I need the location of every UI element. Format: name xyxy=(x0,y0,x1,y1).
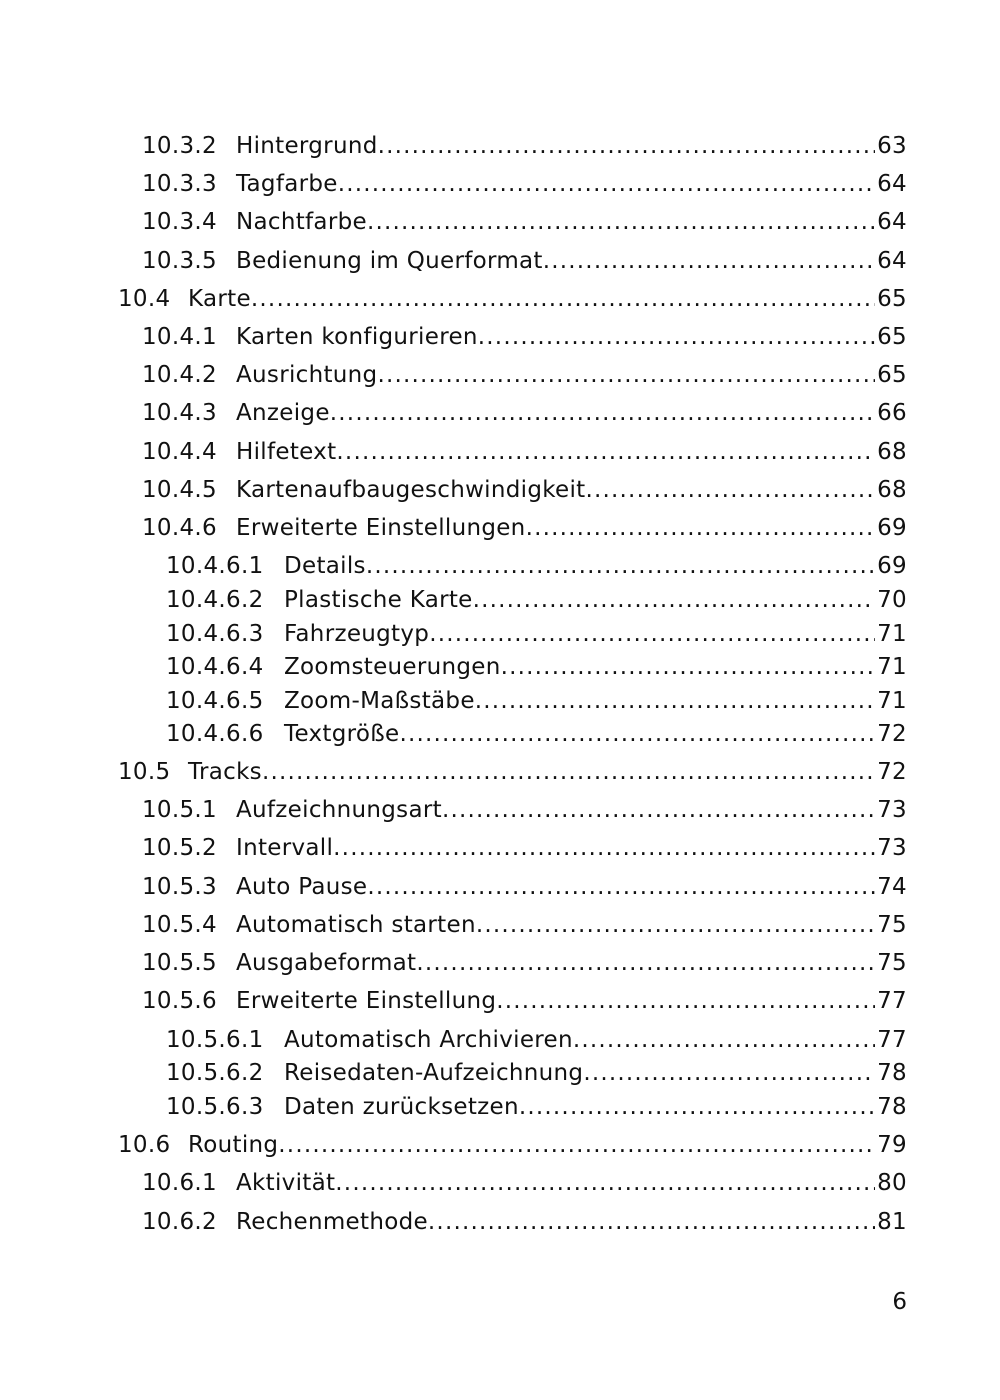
toc-entry-number: 10.4.6 xyxy=(142,515,217,541)
toc-entry xyxy=(166,619,907,649)
toc-entry-page: 69 xyxy=(877,515,907,541)
toc-entry-page: 79 xyxy=(877,1132,907,1158)
toc-entry-title: Bedienung im Querformat xyxy=(236,248,543,274)
toc-entry-number: 10.3.2 xyxy=(142,133,217,159)
toc-entry xyxy=(166,686,907,716)
toc-entry-title: Ausrichtung xyxy=(236,362,378,388)
toc-entry xyxy=(142,207,907,237)
toc-entry-number: 10.4.6.1 xyxy=(166,553,264,579)
toc-entry-page: 63 xyxy=(877,133,907,159)
toc-entry-number: 10.5.6.1 xyxy=(166,1027,264,1053)
toc-entry-number: 10.3.4 xyxy=(142,209,217,235)
toc-entry xyxy=(166,1092,907,1122)
toc-entry-title: Tagfarbe xyxy=(236,171,338,197)
toc-entry xyxy=(118,1130,907,1160)
toc-entry-number: 10.4.6.6 xyxy=(166,721,264,747)
toc-entry xyxy=(166,1058,907,1088)
toc-entry xyxy=(118,284,907,314)
toc-entry-number: 10.5.6.2 xyxy=(166,1060,264,1086)
toc-entry xyxy=(142,986,907,1016)
dot-leader xyxy=(519,1092,875,1122)
toc-entry xyxy=(166,719,907,749)
dot-leader xyxy=(475,686,875,716)
dot-leader xyxy=(399,719,875,749)
toc-entry-number: 10.3.5 xyxy=(142,248,217,274)
toc-entry-title: Erweiterte Einstellung xyxy=(236,988,497,1014)
toc-entry-title: Zoomsteuerungen xyxy=(284,654,501,680)
toc-entry-page: 65 xyxy=(877,362,907,388)
toc-entry-title: Plastische Karte xyxy=(284,587,473,613)
toc-entry xyxy=(166,551,907,581)
toc-entry-number: 10.4 xyxy=(118,286,171,312)
toc-entry-page: 78 xyxy=(877,1060,907,1086)
toc-entry-number: 10.6.1 xyxy=(142,1170,217,1196)
dot-leader xyxy=(496,986,875,1016)
toc-entry xyxy=(142,1207,907,1237)
dot-leader xyxy=(429,619,875,649)
toc-entry xyxy=(118,757,907,787)
toc-entry-page: 66 xyxy=(877,400,907,426)
toc-entry xyxy=(142,169,907,199)
dot-leader xyxy=(416,948,875,978)
toc-entry-number: 10.5.2 xyxy=(142,835,217,861)
toc-entry xyxy=(166,585,907,615)
toc-entry xyxy=(142,872,907,902)
toc-entry xyxy=(166,652,907,682)
toc-entry-page: 68 xyxy=(877,439,907,465)
toc-entry-title: Anzeige xyxy=(236,400,330,426)
toc-entry-page: 73 xyxy=(877,797,907,823)
dot-leader xyxy=(278,1130,875,1160)
toc-entry-title: Reisedaten-Aufzeichnung xyxy=(284,1060,584,1086)
toc-entry-page: 78 xyxy=(877,1094,907,1120)
dot-leader xyxy=(583,1058,875,1088)
toc-entry xyxy=(142,910,907,940)
toc-entry-page: 70 xyxy=(877,587,907,613)
toc-entry xyxy=(142,322,907,352)
toc-entry xyxy=(142,795,907,825)
dot-leader xyxy=(478,322,875,352)
toc-entry-number: 10.4.6.5 xyxy=(166,688,264,714)
toc-entry-title: Ausgabeformat xyxy=(236,950,417,976)
toc-entry-title: Hilfetext xyxy=(236,439,337,465)
toc-entry-page: 64 xyxy=(877,248,907,274)
toc-entry-number: 10.4.3 xyxy=(142,400,217,426)
toc-entry-title: Daten zurücksetzen xyxy=(284,1094,519,1120)
toc-entry-page: 71 xyxy=(877,621,907,647)
toc-entry-title: Erweiterte Einstellungen xyxy=(236,515,526,541)
dot-leader xyxy=(378,131,876,161)
dot-leader xyxy=(573,1025,875,1055)
toc-entry-title: Aktivität xyxy=(236,1170,336,1196)
toc-entry-title: Zoom-Maßstäbe xyxy=(284,688,475,714)
toc-entry xyxy=(166,1025,907,1055)
toc-entry-page: 68 xyxy=(877,477,907,503)
toc-entry-number: 10.6.2 xyxy=(142,1209,217,1235)
toc-entry-page: 71 xyxy=(877,654,907,680)
toc-entry-page: 74 xyxy=(877,874,907,900)
toc-entry xyxy=(142,398,907,428)
page-number: 6 xyxy=(892,1289,907,1315)
dot-leader xyxy=(333,833,875,863)
toc-entry-number: 10.5.1 xyxy=(142,797,217,823)
toc-entry-title: Textgröße xyxy=(284,721,400,747)
dot-leader xyxy=(428,1207,875,1237)
toc-entry-number: 10.4.1 xyxy=(142,324,217,350)
toc-entry-number: 10.4.4 xyxy=(142,439,217,465)
toc-entry-number: 10.4.6.3 xyxy=(166,621,264,647)
toc-entry-number: 10.6 xyxy=(118,1132,171,1158)
toc-entry-number: 10.5.6.3 xyxy=(166,1094,264,1120)
toc-entry-page: 72 xyxy=(877,721,907,747)
dot-leader xyxy=(330,398,875,428)
dot-leader xyxy=(543,246,875,276)
dot-leader xyxy=(367,207,875,237)
toc-entry xyxy=(142,948,907,978)
toc-entry-number: 10.4.6.2 xyxy=(166,587,264,613)
toc-entry-title: Aufzeichnungsart xyxy=(236,797,442,823)
toc-entry-title: Kartenaufbaugeschwindigkeit xyxy=(236,477,586,503)
toc-entry-page: 65 xyxy=(877,324,907,350)
toc-entry-page: 64 xyxy=(877,171,907,197)
toc-entry-page: 77 xyxy=(877,1027,907,1053)
toc-entry-page: 73 xyxy=(877,835,907,861)
toc-entry-number: 10.4.2 xyxy=(142,362,217,388)
dot-leader xyxy=(526,513,876,543)
dot-leader xyxy=(367,872,875,902)
toc-entry-number: 10.4.6.4 xyxy=(166,654,264,680)
toc-entry-title: Tracks xyxy=(188,759,262,785)
toc-entry xyxy=(142,833,907,863)
toc-entry-number: 10.3.3 xyxy=(142,171,217,197)
toc-entry-number: 10.5.5 xyxy=(142,950,217,976)
toc-entry-number: 10.5.6 xyxy=(142,988,217,1014)
dot-leader xyxy=(335,1168,875,1198)
toc-entry-page: 64 xyxy=(877,209,907,235)
toc-entry-page: 65 xyxy=(877,286,907,312)
toc-entry-title: Fahrzeugtyp xyxy=(284,621,430,647)
toc-entry-page: 69 xyxy=(877,553,907,579)
toc-entry-title: Karte xyxy=(188,286,251,312)
dot-leader xyxy=(366,551,875,581)
toc-entry-page: 77 xyxy=(877,988,907,1014)
toc-entry-page: 75 xyxy=(877,912,907,938)
toc-entry-page: 71 xyxy=(877,688,907,714)
toc-entry-page: 72 xyxy=(877,759,907,785)
toc-entry-title: Karten konfigurieren xyxy=(236,324,478,350)
dot-leader xyxy=(442,795,875,825)
dot-leader xyxy=(338,169,875,199)
toc-entry-number: 10.5 xyxy=(118,759,171,785)
toc-entry-title: Automatisch starten xyxy=(236,912,476,938)
toc-entry-title: Details xyxy=(284,553,366,579)
toc-entry xyxy=(142,1168,907,1198)
toc-entry-page: 75 xyxy=(877,950,907,976)
dot-leader xyxy=(251,284,875,314)
dot-leader xyxy=(262,757,875,787)
toc-entry-title: Rechenmethode xyxy=(236,1209,428,1235)
toc-entry-number: 10.4.5 xyxy=(142,477,217,503)
dot-leader xyxy=(586,475,876,505)
toc-entry xyxy=(142,360,907,390)
dot-leader xyxy=(501,652,876,682)
toc-entry-title: Hintergrund xyxy=(236,133,378,159)
toc-entry-title: Intervall xyxy=(236,835,334,861)
toc-entry xyxy=(142,131,907,161)
dot-leader xyxy=(377,360,875,390)
toc-entry xyxy=(142,246,907,276)
toc-entry-title: Nachtfarbe xyxy=(236,209,367,235)
toc-entry-page: 80 xyxy=(877,1170,907,1196)
dot-leader xyxy=(336,437,875,467)
toc-entry-title: Auto Pause xyxy=(236,874,368,900)
toc-entry-page: 81 xyxy=(877,1209,907,1235)
dot-leader xyxy=(473,585,876,615)
toc-entry-title: Routing xyxy=(188,1132,279,1158)
toc-entry-number: 10.5.4 xyxy=(142,912,217,938)
toc-entry-number: 10.5.3 xyxy=(142,874,217,900)
toc-entry xyxy=(142,437,907,467)
toc-entry-title: Automatisch Archivieren xyxy=(284,1027,573,1053)
dot-leader xyxy=(476,910,875,940)
toc-entry xyxy=(142,475,907,505)
toc-entry xyxy=(142,513,907,543)
